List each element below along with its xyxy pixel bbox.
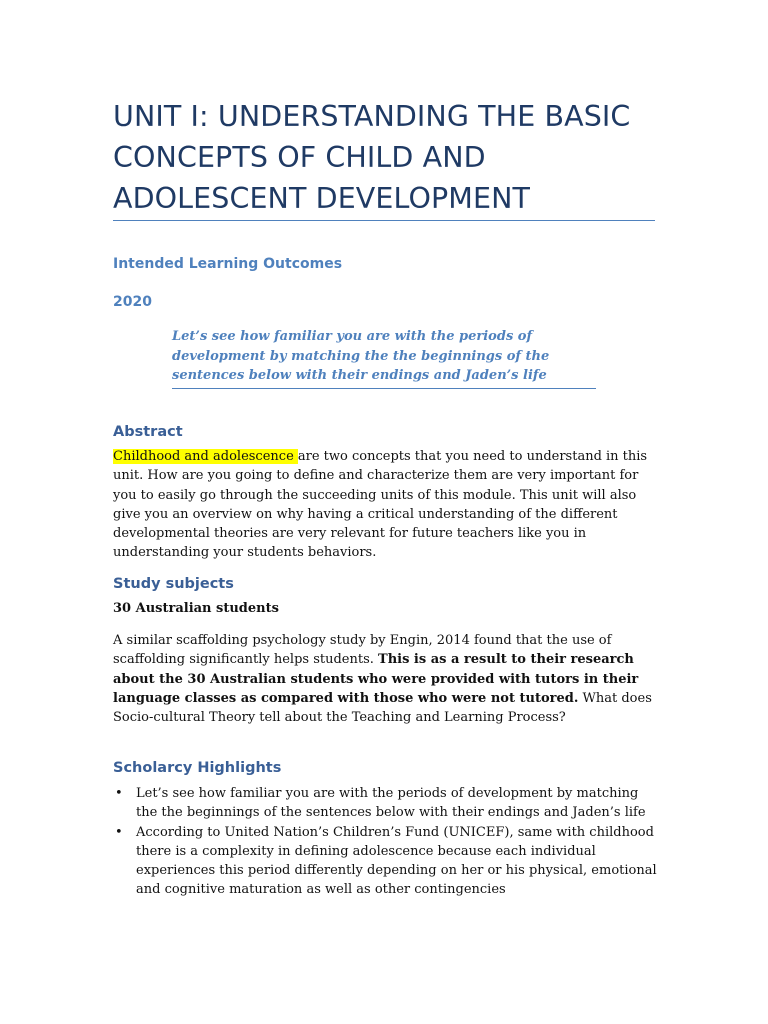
- bullet-icon: •: [115, 786, 123, 801]
- study-subjects-heading: Study subjects: [113, 576, 234, 592]
- study-paragraph: [113, 631, 658, 727]
- quote-divider: [172, 388, 596, 389]
- list-item: [113, 784, 658, 823]
- bullet-icon: •: [115, 824, 123, 840]
- page-title: UNIT I: UNDERSTANDING THE BASIC CONCEPTS OF CHILD AND ADOLESCENT DEVELOPMENT: [113, 100, 631, 215]
- abstract-heading: Abstract: [113, 424, 183, 440]
- study-text-part1: A similar scaffolding psychology study by Engin, 2014 found that the use of scaffolding significantly helps students.: [113, 633, 612, 668]
- list-item: [113, 823, 658, 900]
- study-text-part2: What does Socio-cultural Theory tell about the Teaching and Learning Process?: [113, 690, 652, 726]
- abstract-highlight: Childhood and adolescence: [113, 449, 298, 464]
- abstract-text: are two concepts that you need to understand in this unit. How are you going to define and characterize them are very important for you to easily go through the succeeding units of this module. This unit will also give you an overview on why having a critical understanding of the different developmental theories are very relevant for future teachers like you in understanding your students behaviors.: [113, 449, 648, 561]
- list-item-text: Let’s see how familiar you are with the periods of development by matching the the beginnings of the sentences below with their endings and Jaden’s life: [136, 786, 646, 821]
- learning-outcomes-heading: Intended Learning Outcomes: [113, 256, 343, 272]
- study-subject: 30 Australian students: [113, 601, 279, 616]
- year-label: 2020: [113, 294, 152, 310]
- study-text-bold: This is as a result to their research about the 30 Australian students who were provided with tutors in their language classes as compared with those who were not tutored.: [113, 652, 639, 706]
- abstract-paragraph: [113, 447, 658, 563]
- intro-quote: Let’s see how familiar you are with the periods of development by matching the the beginnings of the sentences below with their endings and Jaden’s life: [172, 329, 550, 383]
- list-item-text: According to United Nation’s Children’s Fund (UNICEF), same with childhood there is a complexity in defining adolescence because each individual experiences this period differently depending on her or his physical, emotional and cognitive maturation as well as other contingencies: [136, 824, 657, 898]
- highlights-list: [113, 784, 658, 900]
- highlights-heading: Scholarcy Highlights: [113, 760, 282, 776]
- title-divider: [113, 220, 655, 221]
